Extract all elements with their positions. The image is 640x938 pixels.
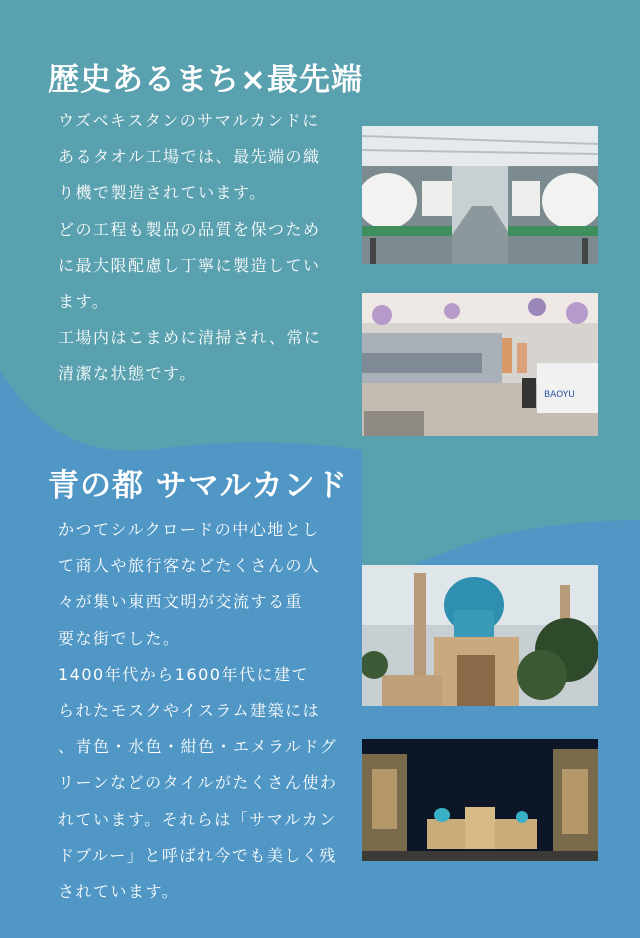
- text-line: て商人や旅行客などたくさんの人: [58, 556, 321, 576]
- registan-night-photo: [362, 739, 598, 861]
- blue-dome-mausoleum-photo: [362, 565, 598, 706]
- text-line: 要な街でした。: [58, 628, 181, 648]
- text-line: どの工程も製品の品質を保つため: [58, 219, 321, 239]
- text-line: 清潔な状態です。: [58, 364, 197, 384]
- text-line: ます。: [58, 292, 110, 312]
- text-line: り機で製造されています。: [58, 183, 267, 203]
- text-line: られたモスクやイスラム建築には: [58, 701, 321, 721]
- sewing-room-photo: [362, 293, 598, 436]
- text-line: 工場内はこまめに清掃され、常に: [58, 328, 322, 348]
- text-line: リーンなどのタイルがたくさん使わ: [58, 773, 338, 793]
- text-line: あるタオル工場では、最先端の織: [58, 147, 321, 167]
- text-line: ドブルー」と呼ばれ今でも美しく残: [58, 845, 337, 865]
- section-title-samarkand: 青の都 サマルカンド: [48, 468, 348, 504]
- text-line: れています。それらは「サマルカン: [58, 809, 337, 829]
- weaving-factory-photo: [362, 126, 598, 264]
- text-line: 、青色・水色・紺色・エメラルドグ: [58, 737, 338, 757]
- text-line: かつてシルクロードの中心地とし: [58, 520, 320, 539]
- text-line: 々が集い東西文明が交流する重: [58, 592, 304, 612]
- section-text-history: [58, 103, 321, 393]
- text-line: 1400年代から1600年代に建て: [58, 664, 309, 684]
- text-line: されています。: [58, 882, 180, 902]
- text-line: に最大限配慮し丁寧に製造してい: [58, 255, 321, 275]
- machine-brand-label: BAOYU: [544, 390, 575, 400]
- section-text-samarkand: [58, 512, 337, 910]
- text-line: ウズベキスタンのサマルカンドに: [58, 111, 320, 130]
- section-title-history: 歴史あるまち×最先端: [48, 62, 363, 98]
